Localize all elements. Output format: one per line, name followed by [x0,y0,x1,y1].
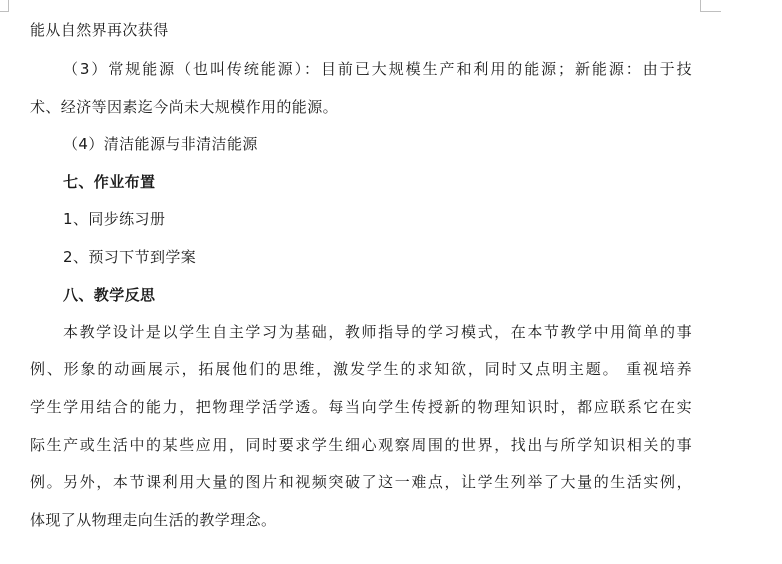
text-line: （4）清洁能源与非清洁能源 [63,135,258,153]
text-line: 例、形象的动画展示，拓展他们的思维，激发学生的求知欲，同时又点明主题。 重视培养 [30,360,692,378]
page-corner-mark-left [0,0,9,12]
section-heading: 八、教学反思 [63,286,156,304]
text-line: 学生学用结合的能力，把物理学活学透。每当向学生传授新的物理知识时，都应联系它在实 [30,398,692,416]
section-heading: 七、作业布置 [63,173,156,191]
text-line: 术、经济等因素迄今尚未大规模作用的能源。 [30,98,339,116]
list-item: 1、同步练习册 [63,210,166,228]
page-corner-mark-right [700,0,721,12]
text-line: （3）常规能源（也叫传统能源）：目前已大规模生产和利用的能源；新能源：由于技 [63,60,692,78]
text-line: 体现了从物理走向生活的教学理念。 [30,511,277,529]
text-line: 例。另外，本节课利用大量的图片和视频突破了这一难点，让学生列举了大量的生活实例， [30,473,692,491]
text-line: 能从自然界再次获得 [30,21,169,39]
text-line: 际生产或生活中的某些应用，同时要求学生细心观察周围的世界，找出与所学知识相关的事 [30,436,692,454]
text-line: 本教学设计是以学生自主学习为基础，教师指导的学习模式，在本节教学中用简单的事 [63,323,692,341]
list-item: 2、预习下节到学案 [63,248,197,266]
